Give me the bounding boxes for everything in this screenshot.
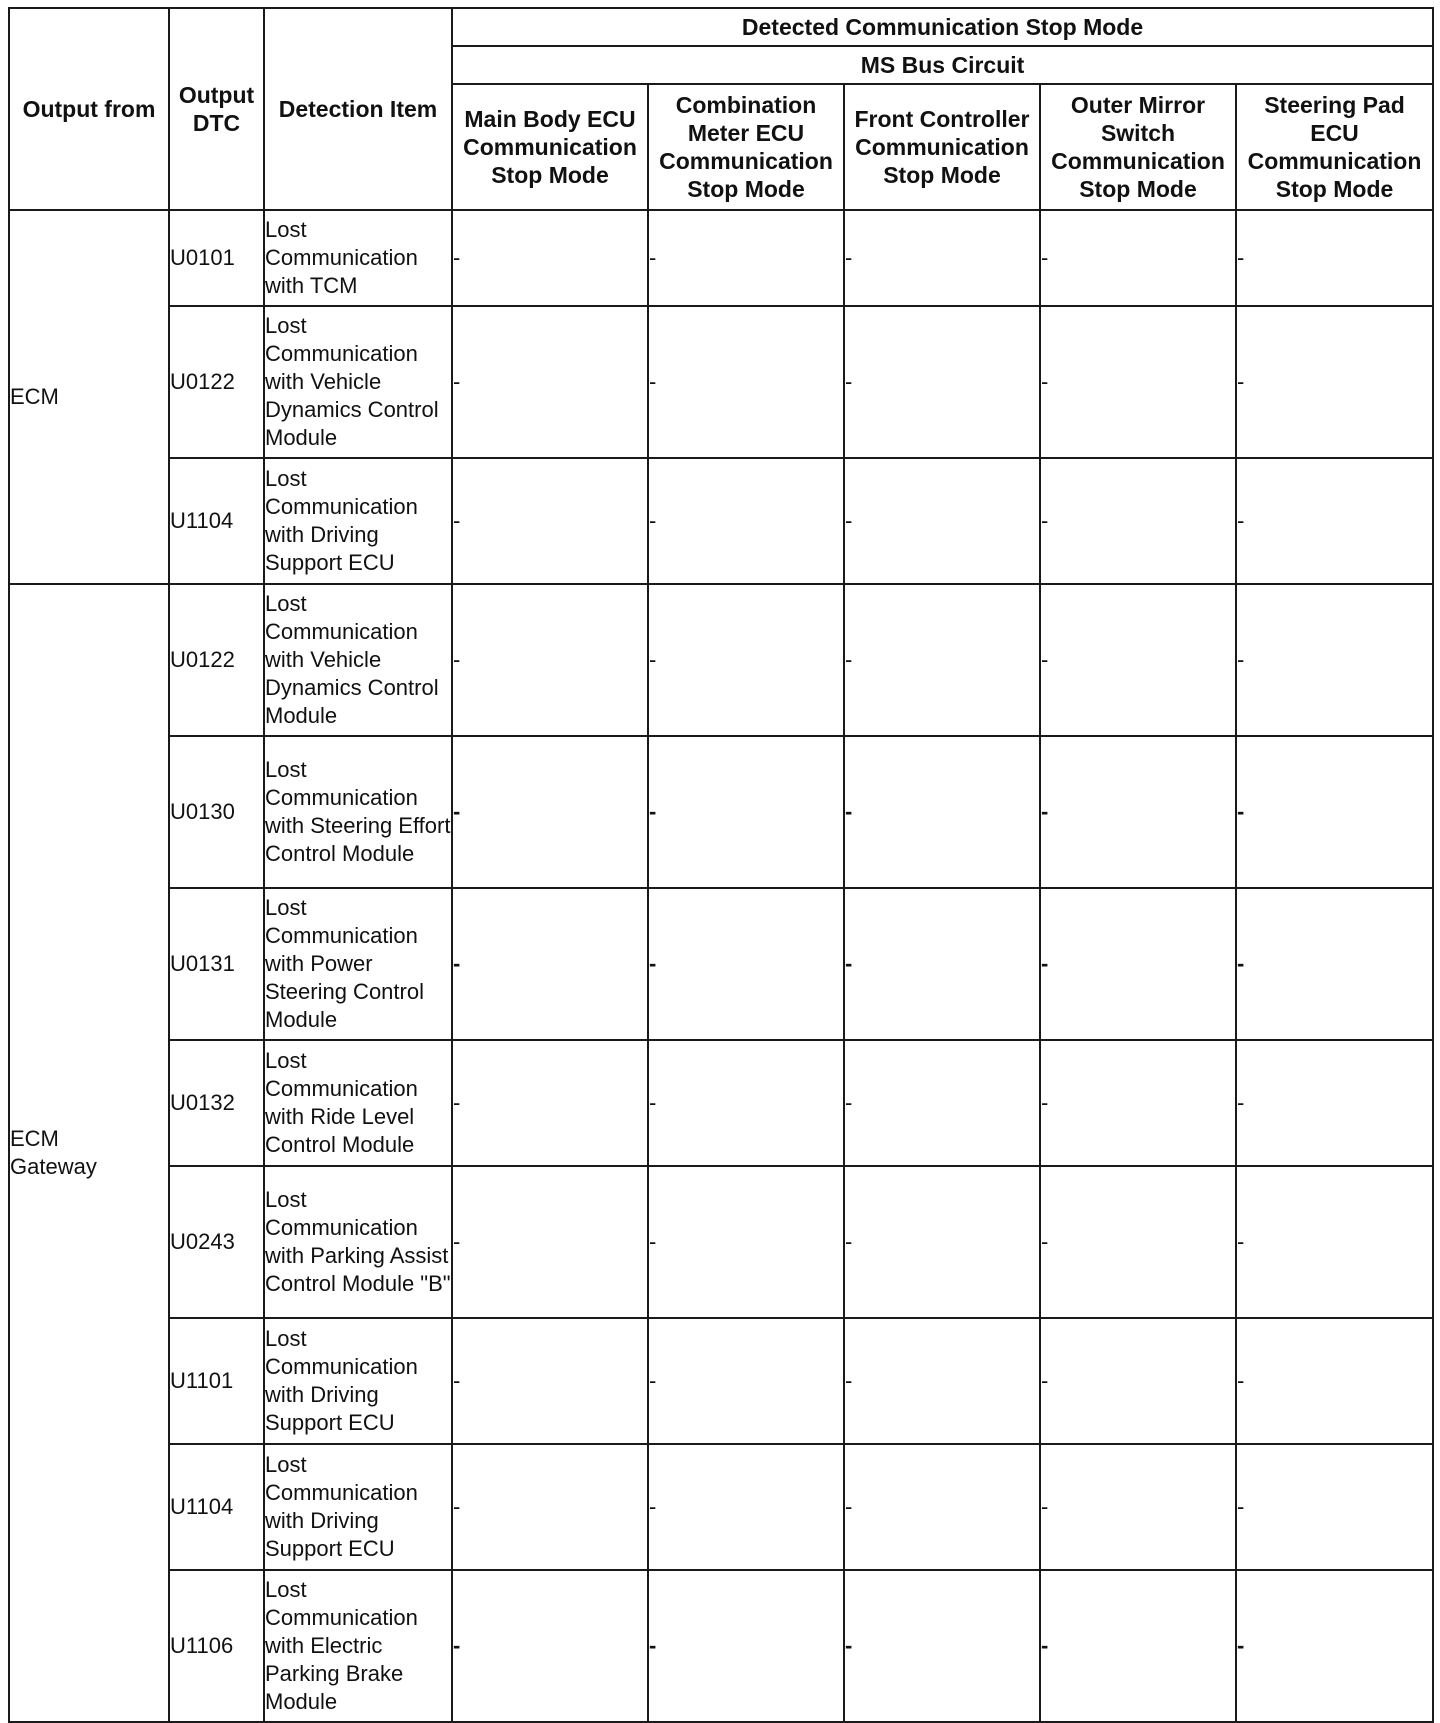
stop-mode-value-cell: - (452, 888, 648, 1040)
stop-mode-value-cell: - (844, 888, 1040, 1040)
dtc-code-cell: U0131 (169, 888, 264, 1040)
stop-mode-value-cell: - (452, 736, 648, 888)
stop-mode-value-cell: - (844, 458, 1040, 584)
stop-mode-value-cell: - (452, 1040, 648, 1166)
dtc-code-cell: U1101 (169, 1318, 264, 1444)
stop-mode-value-cell: - (1236, 736, 1433, 888)
stop-mode-value-cell: - (1236, 1166, 1433, 1318)
stop-mode-value-cell: - (648, 306, 844, 458)
detection-item-cell: Lost Communication with Electric Parking Brake Module (264, 1570, 452, 1722)
table-row (9, 210, 1433, 306)
dtc-code-cell: U0130 (169, 736, 264, 888)
stop-mode-value-cell: - (1040, 458, 1236, 584)
stop-mode-value-cell: - (648, 210, 844, 306)
stop-mode-value-cell: - (1236, 584, 1433, 736)
detection-item-cell: Lost Communication with Driving Support ECU (264, 458, 452, 584)
stop-mode-value-cell: - (452, 306, 648, 458)
stop-mode-value-cell: - (844, 210, 1040, 306)
stop-mode-value-cell: - (1040, 584, 1236, 736)
dtc-code-cell: U0101 (169, 210, 264, 306)
stop-mode-value-cell: - (1040, 1318, 1236, 1444)
stop-mode-value-cell: - (452, 458, 648, 584)
dtc-code-cell: U0132 (169, 1040, 264, 1166)
stop-mode-value-cell: - (648, 1570, 844, 1722)
stop-mode-value-cell: - (1040, 1570, 1236, 1722)
dtc-code-cell: U0122 (169, 306, 264, 458)
stop-mode-value-cell: - (648, 1444, 844, 1570)
stop-mode-value-cell: - (452, 584, 648, 736)
stop-mode-value-cell: - (1236, 1444, 1433, 1570)
header-output-from: Output from (9, 8, 169, 210)
output-from-cell: ECM Gateway (9, 584, 169, 1722)
detection-item-cell: Lost Communication with Steering Effort Control Module (264, 736, 452, 888)
header-col-front-controller: Front Controller Communication Stop Mode (844, 84, 1040, 210)
stop-mode-value-cell: - (1236, 888, 1433, 1040)
stop-mode-value-cell: - (1236, 1040, 1433, 1166)
table-row (9, 306, 1433, 458)
detection-item-cell: Lost Communication with Vehicle Dynamics Control Module (264, 584, 452, 736)
stop-mode-value-cell: - (648, 736, 844, 888)
dtc-code-cell: U1106 (169, 1570, 264, 1722)
stop-mode-value-cell: - (648, 1040, 844, 1166)
table-row (9, 1166, 1433, 1318)
header-col-steering-pad: Steering Pad ECU Communication Stop Mode (1236, 84, 1433, 210)
stop-mode-value-cell: - (1236, 210, 1433, 306)
header-col-combination-meter: Combination Meter ECU Communication Stop Mode (648, 84, 844, 210)
detection-item-cell: Lost Communication with Power Steering Control Module (264, 888, 452, 1040)
stop-mode-value-cell: - (1236, 1570, 1433, 1722)
output-from-cell: ECM (9, 210, 169, 584)
header-subgroup-title: MS Bus Circuit (452, 46, 1433, 84)
stop-mode-value-cell: - (1236, 306, 1433, 458)
stop-mode-value-cell: - (648, 1166, 844, 1318)
header-group-title: Detected Communication Stop Mode (452, 8, 1433, 46)
header-output-dtc: Output DTC (169, 8, 264, 210)
stop-mode-value-cell: - (1040, 210, 1236, 306)
table-header (9, 8, 1433, 210)
stop-mode-value-cell: - (1040, 736, 1236, 888)
table-row (9, 458, 1433, 584)
table-row (9, 584, 1433, 736)
table-row (9, 888, 1433, 1040)
detection-item-cell: Lost Communication with TCM (264, 210, 452, 306)
table-row (9, 1444, 1433, 1570)
detection-item-cell: Lost Communication with Driving Support ECU (264, 1444, 452, 1570)
stop-mode-value-cell: - (648, 458, 844, 584)
dtc-code-cell: U0243 (169, 1166, 264, 1318)
stop-mode-value-cell: - (844, 584, 1040, 736)
dtc-code-cell: U1104 (169, 458, 264, 584)
table-row (9, 736, 1433, 888)
table-body (9, 210, 1433, 1722)
stop-mode-value-cell: - (1236, 1318, 1433, 1444)
stop-mode-value-cell: - (844, 1570, 1040, 1722)
stop-mode-value-cell: - (452, 1444, 648, 1570)
stop-mode-value-cell: - (648, 888, 844, 1040)
header-detection-item: Detection Item (264, 8, 452, 210)
dtc-table (8, 7, 1434, 1723)
stop-mode-value-cell: - (844, 1166, 1040, 1318)
stop-mode-value-cell: - (844, 736, 1040, 888)
header-col-outer-mirror: Outer Mirror Switch Communication Stop Mode (1040, 84, 1236, 210)
dtc-code-cell: U0122 (169, 584, 264, 736)
stop-mode-value-cell: - (1236, 458, 1433, 584)
stop-mode-value-cell: - (844, 1040, 1040, 1166)
stop-mode-value-cell: - (1040, 306, 1236, 458)
detection-item-cell: Lost Communication with Driving Support ECU (264, 1318, 452, 1444)
table-row (9, 1570, 1433, 1722)
table-row (9, 1318, 1433, 1444)
stop-mode-value-cell: - (1040, 1444, 1236, 1570)
detection-item-cell: Lost Communication with Ride Level Control Module (264, 1040, 452, 1166)
stop-mode-value-cell: - (452, 1318, 648, 1444)
dtc-code-cell: U1104 (169, 1444, 264, 1570)
dtc-table-container (8, 7, 1434, 1723)
detection-item-cell: Lost Communication with Parking Assist Control Module "B" (264, 1166, 452, 1318)
stop-mode-value-cell: - (844, 1444, 1040, 1570)
stop-mode-value-cell: - (1040, 888, 1236, 1040)
stop-mode-value-cell: - (452, 210, 648, 306)
detection-item-cell: Lost Communication with Vehicle Dynamics Control Module (264, 306, 452, 458)
stop-mode-value-cell: - (844, 306, 1040, 458)
stop-mode-value-cell: - (1040, 1166, 1236, 1318)
stop-mode-value-cell: - (452, 1570, 648, 1722)
stop-mode-value-cell: - (648, 1318, 844, 1444)
stop-mode-value-cell: - (844, 1318, 1040, 1444)
header-col-main-body: Main Body ECU Communication Stop Mode (452, 84, 648, 210)
stop-mode-value-cell: - (648, 584, 844, 736)
table-row (9, 1040, 1433, 1166)
stop-mode-value-cell: - (1040, 1040, 1236, 1166)
stop-mode-value-cell: - (452, 1166, 648, 1318)
